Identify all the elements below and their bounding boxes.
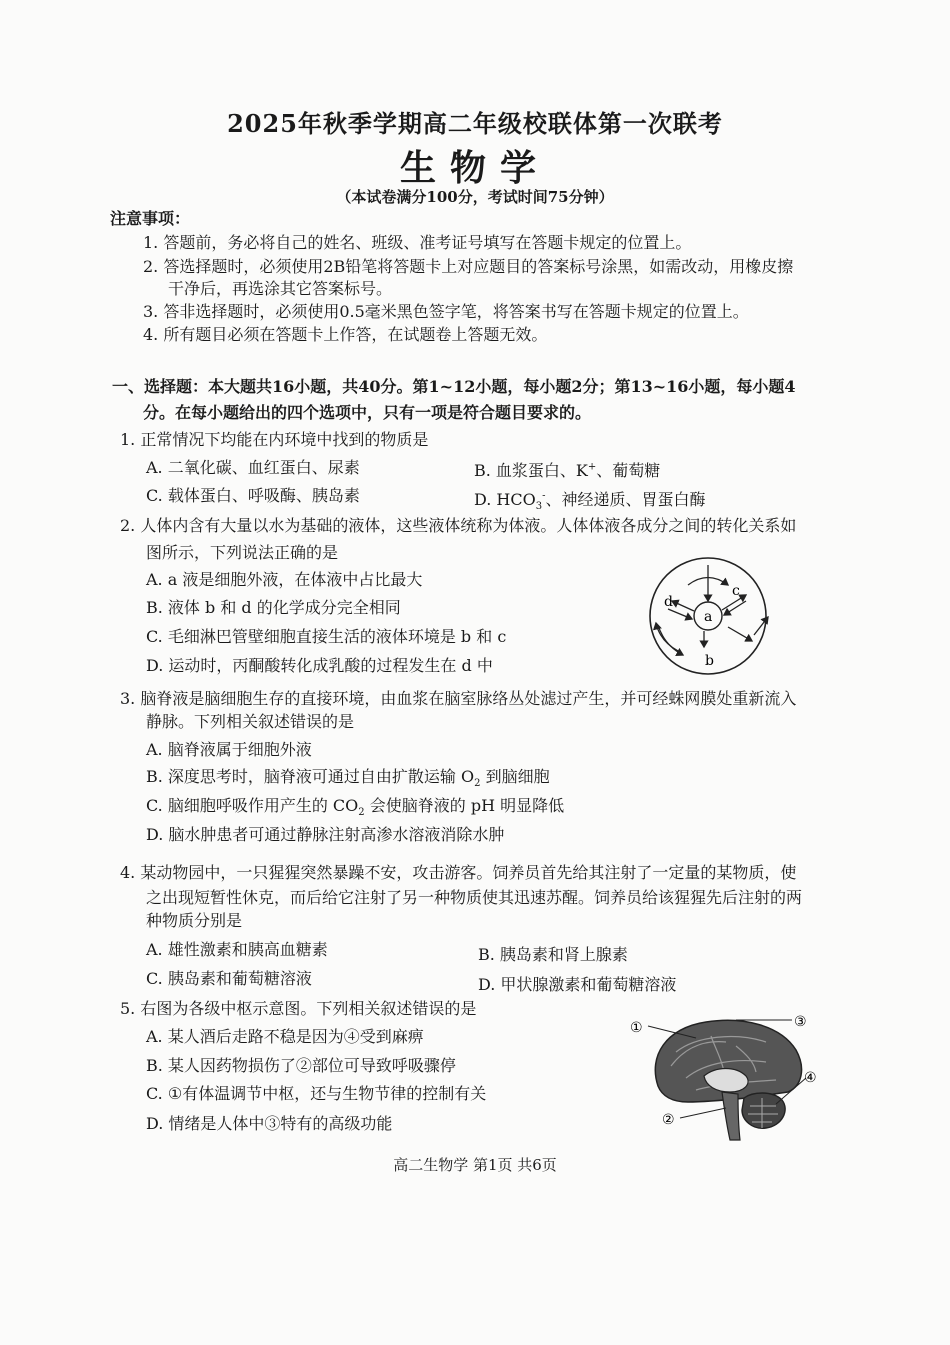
subject-title: 生物学 — [399, 147, 550, 189]
label-4: ④ — [804, 1070, 817, 1086]
label-3: ③ — [794, 1014, 807, 1030]
diagram-label-b: b — [705, 653, 714, 669]
q5-option-b: B. 某人因药物损伤了②部位可导致呼吸骤停 — [146, 1056, 456, 1075]
q2-option-d: D. 运动时，丙酮酸转化成乳酸的过程发生在 d 中 — [146, 656, 493, 675]
q5-option-d: D. 情绪是人体中③特有的高级功能 — [146, 1114, 393, 1133]
q2-option-c: C. 毛细淋巴管壁细胞直接生活的液体环境是 b 和 c — [146, 627, 507, 646]
q2-option-b: B. 液体 b 和 d 的化学成分完全相同 — [146, 598, 401, 617]
brainstem-shape — [722, 1092, 740, 1140]
q4-option-a: A. 雄性激素和胰高血糖素 — [146, 940, 328, 959]
q3-option-d: D. 脑水肿患者可通过静脉注射高渗水溶液消除水肿 — [146, 825, 505, 844]
q3-option-b: B. 深度思考时，脑脊液可通过自由扩散运输 $O_2$ 到脑细胞 — [146, 767, 550, 790]
exam-title: 2025年秋季学期高二年级校联体第一次联考 — [227, 109, 723, 138]
q5-option-a: A. 某人酒后走路不稳是因为④受到麻痹 — [146, 1027, 424, 1046]
note-item: 4. 所有题目必须在答题卡上作答，在试题卷上答题无效。 — [143, 325, 548, 344]
note-item: 1. 答题前，务必将自己的姓名、班级、准考证号填写在答题卡规定的位置上。 — [143, 233, 692, 252]
q2-option-a: A. a 液是细胞外液，在体液中占比最大 — [146, 570, 423, 589]
note-item: 干净后，再选涂其它答案标号。 — [168, 279, 393, 298]
q4-stem: 4. 某动物园中，一只猩猩突然暴躁不安，攻击游客。饲养员首先给其注射了一定量的某物质，使 — [120, 863, 797, 882]
diagram-label-d: d — [664, 594, 673, 610]
note-item: 2. 答选择题时，必须使用2B铅笔将答题卡上对应题目的答案标号涂黑，如需改动，用橡皮擦 — [143, 257, 794, 276]
q2-stem-cont: 图所示，下列说法正确的是 — [146, 543, 339, 562]
q1-option-a: A. 二氧化碳、血红蛋白、尿素 — [146, 458, 360, 477]
q4-stem-cont: 种物质分别是 — [146, 911, 243, 930]
cerebellum-shape — [742, 1093, 785, 1128]
q3-stem-cont: 静脉。下列相关叙述错误的是 — [146, 712, 355, 731]
q5-option-c: C. ①有体温调节中枢，还与生物节律的控制有关 — [146, 1084, 487, 1103]
q3-stem: 3. 脑脊液是脑细胞生存的直接环境，由血浆在脑室脉络丛处滤过产生，并可经蛛网膜处重新流入 — [120, 689, 797, 708]
score-note: （本试卷满分100分，考试时间75分钟） — [336, 188, 614, 206]
q1-stem: 1. 正常情况下均能在内环境中找到的物质是 — [120, 430, 429, 449]
q5-stem: 5. 右图为各级中枢示意图。下列相关叙述错误的是 — [120, 999, 477, 1018]
label-2: ② — [662, 1112, 675, 1128]
diagram-label-c: c — [732, 583, 740, 599]
q1-option-d: D. $HCO_3^-$、神经递质、胃蛋白酶 — [474, 490, 706, 513]
section-heading-cont: 分。在每小题给出的四个选项中，只有一项是符合题目要求的。 — [143, 403, 592, 422]
q1-option-c: C. 载体蛋白、呼吸酶、胰岛素 — [146, 486, 360, 505]
q4-stem-cont: 之出现短暂性休克，而后给它注射了另一种物质使其迅速苏醒。饲养员给该猩猩先后注射的两 — [146, 888, 803, 907]
diagram-label-a: a — [704, 609, 713, 625]
q4-option-c: C. 胰岛素和葡萄糖溶液 — [146, 969, 312, 988]
label-1: ① — [630, 1020, 643, 1036]
brain-diagram — [626, 1006, 826, 1146]
section-heading: 一、选择题：本大题共16小题，共40分。第1~12小题，每小题2分；第13~16小题，每小题4 — [112, 377, 796, 396]
q4-option-d: D. 甲状腺激素和葡萄糖溶液 — [478, 975, 677, 994]
notes-heading: 注意事项： — [110, 209, 191, 228]
q2-stem: 2. 人体内含有大量以水为基础的液体，这些液体统称为体液。人体体液各成分之间的转化关系如 — [120, 516, 797, 535]
page-footer: 高二生物学 第1页 共6页 — [393, 1156, 557, 1174]
q3-option-a: A. 脑脊液属于细胞外液 — [146, 740, 312, 759]
q3-option-c: C. 脑细胞呼吸作用产生的 $CO_2$ 会使脑脊液的 pH 明显降低 — [146, 796, 565, 819]
q1-option-b: B. 血浆蛋白、K+、葡萄糖 — [474, 461, 661, 480]
q4-option-b: B. 胰岛素和肾上腺素 — [478, 945, 628, 964]
body-fluid-diagram — [628, 555, 788, 677]
note-item: 3. 答非选择题时，必须使用0.5毫米黑色签字笔，将答案书写在答题卡规定的位置上。 — [143, 302, 749, 321]
